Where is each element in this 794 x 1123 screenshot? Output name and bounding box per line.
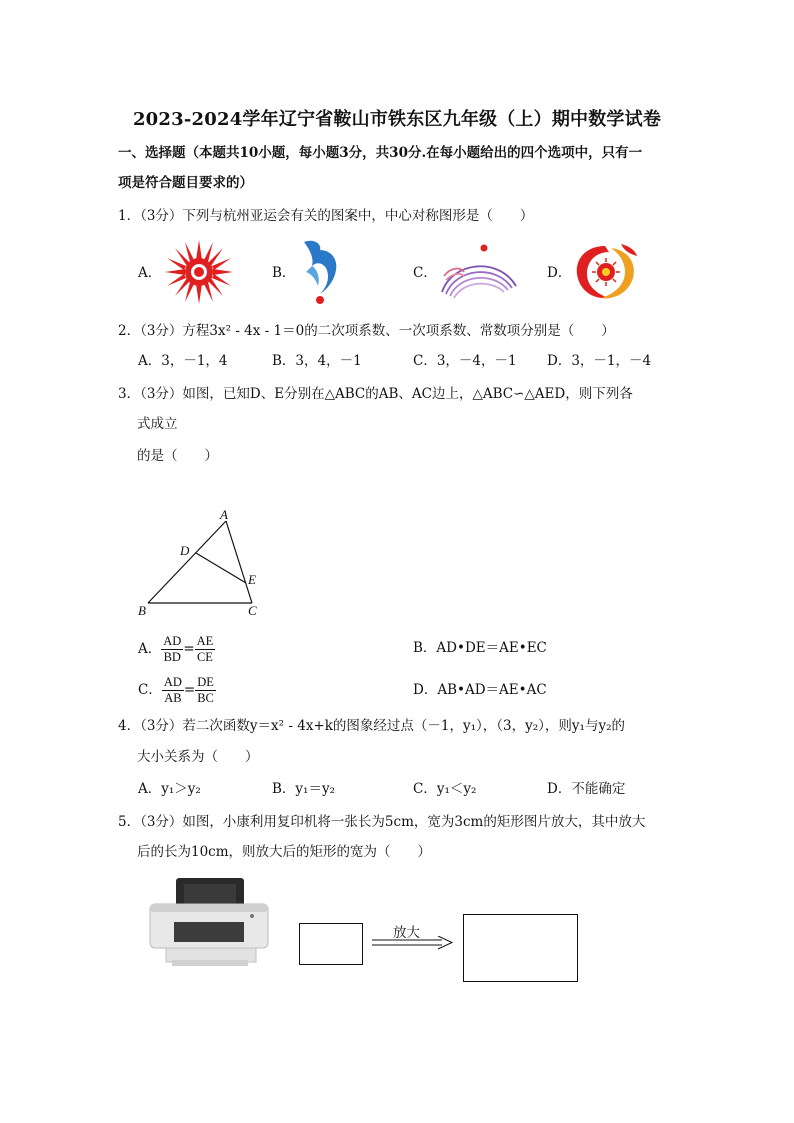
vertex-label-b: B (138, 603, 146, 618)
question-4-text-line1: 4．（3分）若二次函数y＝x² - 4x+k的图象经过点（－1，y₁），（3，y₂），则y₁与y₂的 (118, 718, 626, 734)
question-1-text: 1．（3分）下列与杭州亚运会有关的图案中，中心对称图形是（ ） (118, 208, 534, 224)
enlarged-rectangle (463, 914, 578, 982)
q3-option-a-label: A． (138, 641, 162, 657)
vertex-label-d: D (180, 543, 190, 558)
vertex-label-c: C (248, 603, 257, 618)
vertex-label-e: E (248, 572, 256, 587)
question-5-text-line1: 5．（3分）如图，小康利用复印机将一张长为5cm，宽为3cm的矩形图片放大，其中放大 (118, 814, 646, 830)
q2-option-b: B．3，4，－1 (272, 353, 362, 369)
rainbow-emblem-image (438, 242, 522, 300)
q2-option-c: C．3，－4，－1 (413, 353, 517, 369)
enlarge-label: 放大 (393, 925, 420, 941)
vertex-label-a: A (220, 507, 228, 522)
q1-option-c-label: C． (413, 265, 437, 281)
fraction-de-bc: $\frac{DE}{BC}$ (197, 675, 214, 705)
fraction-ad-ab: $\frac{AD}{AB}$ (163, 675, 182, 705)
q3-option-d: D．AB•AD＝AE•AC (413, 682, 547, 698)
q2-option-d: D．3，－1，－4 (547, 353, 652, 369)
q4-option-b: B．y₁＝y₂ (272, 781, 335, 797)
triangle-figure (130, 505, 265, 620)
printer-image (140, 874, 275, 972)
dolphin-emblem-image (296, 236, 356, 308)
question-2-text: 2．（3分）方程3x² - 4x - 1＝0的二次项系数、一次项系数、常数项分别是（ ） (118, 323, 615, 339)
question-4-text-line2: 大小关系为（ ） (137, 749, 259, 765)
q3-option-c: C． $\frac{AD}{AB}$ = $\frac{DE}{BC}$ (138, 675, 214, 705)
q2-option-a: A．3，－1，4 (138, 353, 228, 369)
question-3-text-line1: 3．（3分）如图，已知D、E分别在△ABC的AB、AC边上，△ABC∽△AED，则下列各 (118, 386, 633, 402)
section-heading-line1: 一、选择题（本题共10小题，每小题3分，共30分.在每小题给出的四个选项中，只有一 (118, 145, 643, 161)
dragon-emblem-image (571, 240, 641, 304)
q1-option-a-label: A． (138, 265, 162, 281)
original-rectangle (299, 923, 363, 965)
section-heading-line2: 项是符合题目要求的） (118, 175, 253, 191)
q3-option-a: A． $\frac{AD}{BD}$ = $\frac{AE}{CE}$ (138, 634, 214, 664)
question-5-text-line2: 后的长为10cm，则放大后的矩形的宽为（ ） (137, 844, 432, 860)
page-title: 2023-2024学年辽宁省鞍山市铁东区九年级（上）期中数学试卷 (132, 109, 662, 130)
question-3-text-line3: 的是（ ） (137, 448, 218, 464)
question-3-text-line2: 式成立 (137, 416, 178, 432)
q4-option-c: C．y₁＜y₂ (413, 781, 477, 797)
q3-option-c-label: C． (138, 682, 162, 698)
q3-option-b: B．AD•DE＝AE•EC (413, 640, 547, 656)
q4-option-d: D．不能确定 (547, 781, 626, 797)
fraction-ae-ce: $\frac{AE}{CE}$ (196, 634, 214, 664)
right-arrow-icon (370, 936, 454, 950)
q1-option-b-label: B． (272, 265, 296, 281)
q1-option-d-label: D． (547, 265, 572, 281)
q4-option-a: A．y₁＞y₂ (138, 781, 201, 797)
sun-emblem-image (163, 238, 235, 306)
fraction-ad-bd: $\frac{AD}{BD}$ (163, 634, 182, 664)
